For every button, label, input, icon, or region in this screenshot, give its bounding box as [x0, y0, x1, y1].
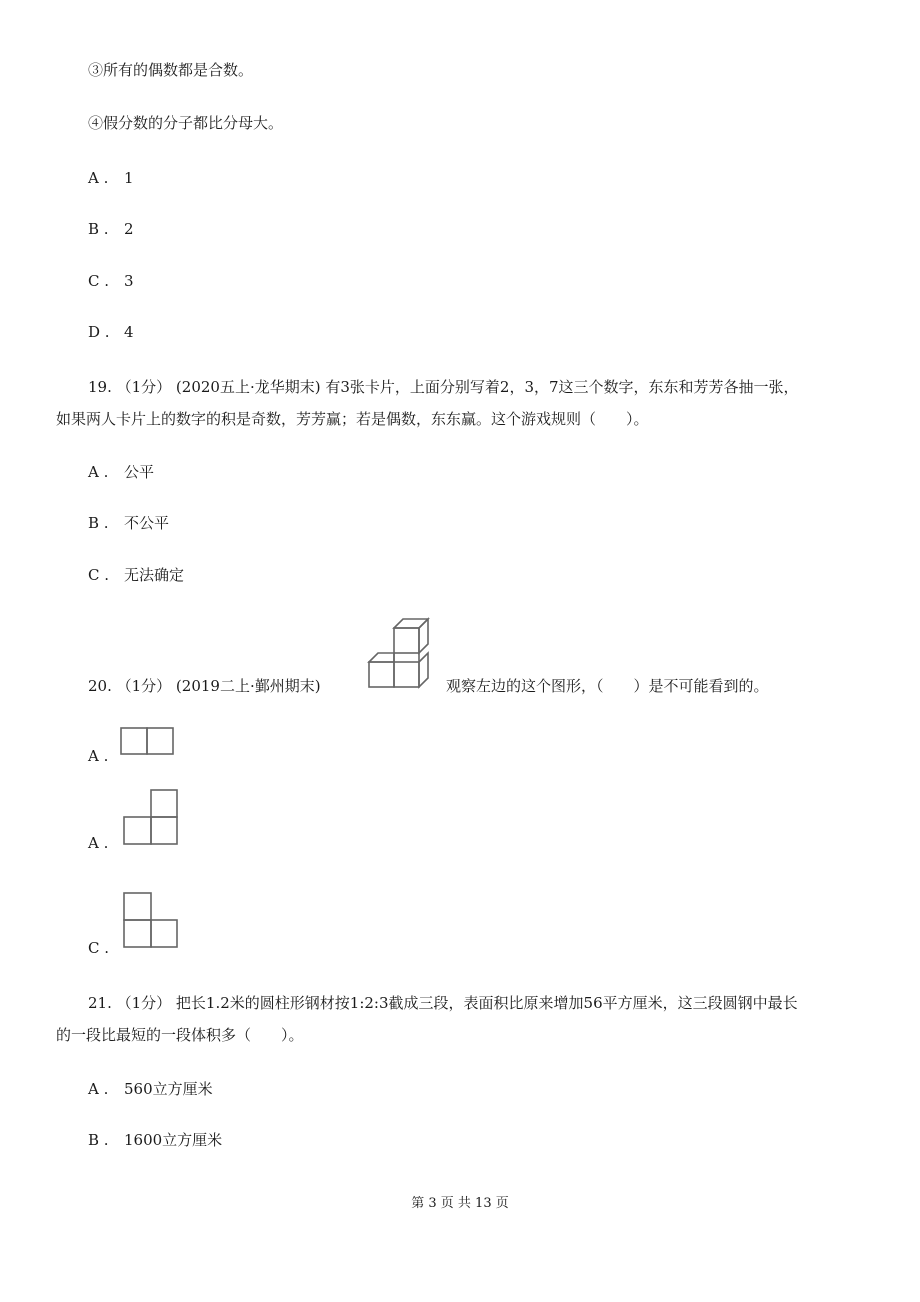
option-label: A . [88, 834, 109, 852]
option-a-view-figure [118, 724, 178, 758]
option-label: A . [88, 747, 109, 765]
page-footer: 第 3 页 共 13 页 [411, 1196, 509, 1211]
option-label: B . [88, 1131, 109, 1149]
statement-4: ④假分数的分子都比分母大。 [88, 114, 284, 132]
option-a[interactable] [88, 168, 134, 188]
option-text: 1600立方厘米 [124, 1131, 223, 1149]
option-text: 4 [124, 323, 134, 341]
cube-stack-figure [365, 616, 437, 692]
option-label: A . [88, 1080, 109, 1098]
option-label: A . [88, 169, 109, 187]
option-c-view-figure [120, 889, 182, 953]
option-text: 无法确定 [124, 566, 185, 584]
q20-stem-prefix: 20. （1分） (2019二上·鄞州期末) [88, 677, 321, 695]
option-b[interactable] [88, 219, 134, 239]
q20-stem-suffix: 观察左边的这个图形，（ ）是不可能看到的。 [446, 677, 769, 695]
q19-option-c[interactable] [88, 565, 184, 585]
option-label: C . [88, 939, 110, 957]
q21-stem-line1: 21. （1分） 把长1.2米的圆柱形钢材按1:2:3截成三段，表面积比原来增加56平方厘米，这三段圆钢中最长 [88, 994, 798, 1012]
option-text: 不公平 [124, 514, 170, 532]
q20-option-b[interactable] [88, 833, 124, 853]
option-text: 2 [124, 220, 134, 238]
option-text: 560立方厘米 [124, 1080, 213, 1098]
statement-3: ③所有的偶数都是合数。 [88, 61, 254, 79]
option-label: B . [88, 220, 109, 238]
option-label: C . [88, 272, 110, 290]
q19-stem-line1: 19. （1分） (2020五上·龙华期末) 有3张卡片，上面分别写着2，3，7这三个数字，东东和芳芳各抽一张， [88, 378, 799, 396]
option-text: 1 [124, 169, 134, 187]
q21-stem-line2: 的一段比最短的一段体积多（ ）。 [56, 1026, 304, 1044]
q19-option-b[interactable] [88, 513, 169, 533]
option-text: 公平 [124, 463, 155, 481]
option-label: C . [88, 566, 110, 584]
option-text: 3 [124, 272, 134, 290]
option-label: B . [88, 514, 109, 532]
option-label: D . [88, 323, 110, 341]
q21-option-a[interactable] [88, 1079, 213, 1099]
q21-option-b[interactable] [88, 1130, 222, 1150]
option-c[interactable] [88, 271, 134, 291]
q19-option-a[interactable] [88, 462, 154, 482]
option-b-view-figure [120, 786, 182, 850]
q20-option-c[interactable] [88, 938, 124, 958]
option-label: A . [88, 463, 109, 481]
option-d[interactable] [88, 322, 134, 342]
q19-stem-line2: 如果两人卡片上的数字的积是奇数，芳芳赢；若是偶数，东东赢。这个游戏规则（ ）。 [56, 410, 649, 428]
